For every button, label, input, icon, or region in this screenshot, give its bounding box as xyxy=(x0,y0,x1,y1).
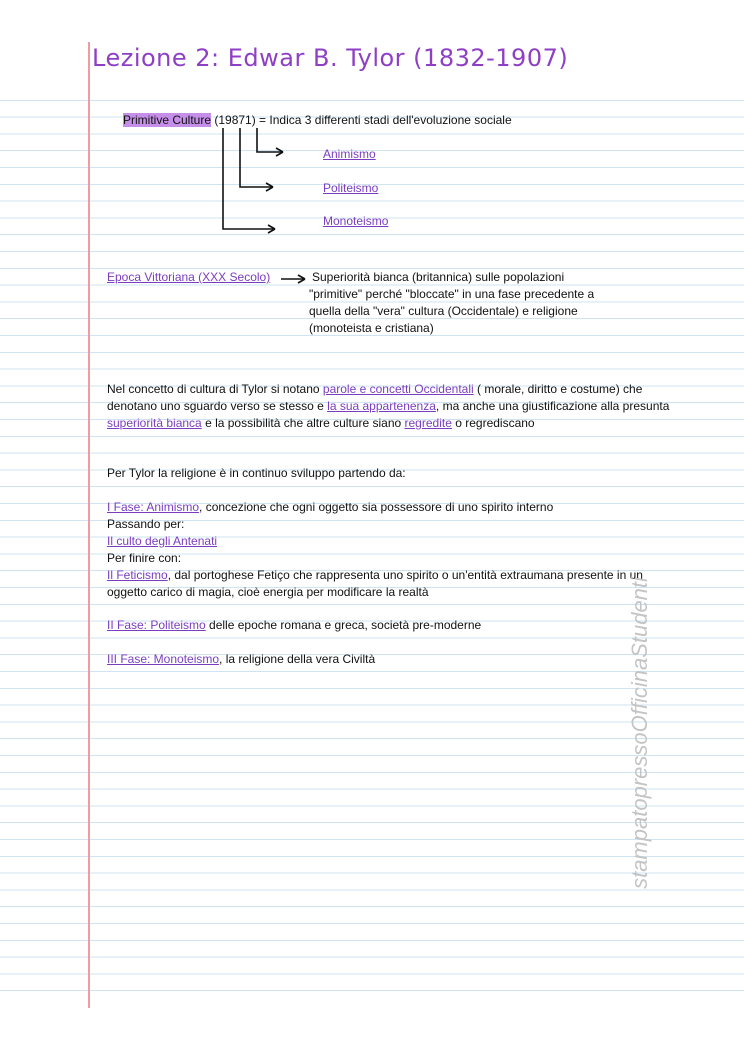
primitive-culture-highlight: Primitive Culture xyxy=(123,113,212,127)
link-fase-2[interactable]: II Fase: Politeismo xyxy=(107,618,206,632)
link-fase-1[interactable]: I Fase: Animismo xyxy=(107,500,200,514)
branch-politeismo[interactable]: Politeismo xyxy=(323,181,379,195)
link-appartenenza[interactable]: la sua appartenenza xyxy=(327,399,436,413)
feticismo-line-2: oggetto carico di magia, cioè energia per modificare la realtà xyxy=(107,585,429,599)
branch-animismo[interactable]: Animismo xyxy=(323,147,376,161)
epoca-line-3: quella della "vera" cultura (Occidentale) e religione xyxy=(309,304,578,318)
concetto-line-2: denotano uno sguardo verso se stesso e la sua appartenenza, ma anche una giustificazione alla presunta xyxy=(107,399,670,413)
primitive-culture-rest: (19871) = Indica 3 differenti stadi dell'evoluzione sociale xyxy=(211,113,512,127)
epoca-line-1: Superiorità bianca (britannica) sulle popolazioni xyxy=(312,270,565,284)
link-superiorita-bianca[interactable]: superiorità bianca xyxy=(107,416,202,430)
link-culto-antenati[interactable]: Il culto degli Antenati xyxy=(107,534,218,548)
link-regredite[interactable]: regredite xyxy=(404,416,452,430)
epoca-line-2: "primitive" perché "bloccate" in una fase precedente a xyxy=(309,287,595,301)
link-fase-3[interactable]: III Fase: Monoteismo xyxy=(107,652,220,666)
arrow-monoteismo xyxy=(223,128,275,229)
epoca-vittoriana-label[interactable]: Epoca Vittoriana (XXX Secolo) xyxy=(107,270,271,284)
fase-1-line: I Fase: Animismo, concezione che ogni oggetto sia possessore di uno spirito interno xyxy=(107,500,554,514)
passando-per: Passando per: xyxy=(107,517,185,531)
per-finire: Per finire con: xyxy=(107,551,182,565)
epoca-line-4: (monoteista e cristiana) xyxy=(309,321,434,335)
link-feticismo[interactable]: Il Feticismo xyxy=(107,568,168,582)
arrow-animismo xyxy=(257,128,283,152)
fase-3-line: III Fase: Monoteismo, la religione della vera Civiltà xyxy=(107,652,376,666)
fase-2-line: II Fase: Politeismo delle epoche romana e greca, società pre-moderne xyxy=(107,618,482,632)
link-parole-concetti[interactable]: parole e concetti Occidentali xyxy=(322,382,474,396)
branch-monoteismo[interactable]: Monoteismo xyxy=(323,214,389,228)
religione-intro: Per Tylor la religione è in continuo sviluppo partendo da: xyxy=(107,466,406,480)
watermark: stampatopressoOfficinaStudenti xyxy=(627,577,652,889)
page-title: Lezione 2: Edwar B. Tylor (1832-1907) xyxy=(92,44,569,72)
concetto-line-3: superiorità bianca e la possibilità che altre culture siano regredite o regrediscano xyxy=(107,416,535,430)
feticismo-line-1: Il Feticismo, dal portoghese Fetiço che rappresenta uno spirito o un'entità extraumana presente in un xyxy=(107,568,643,582)
concetto-line-1: Nel concetto di cultura di Tylor si notano parole e concetti Occidentali ( morale, diritto e costume) che xyxy=(107,382,643,396)
